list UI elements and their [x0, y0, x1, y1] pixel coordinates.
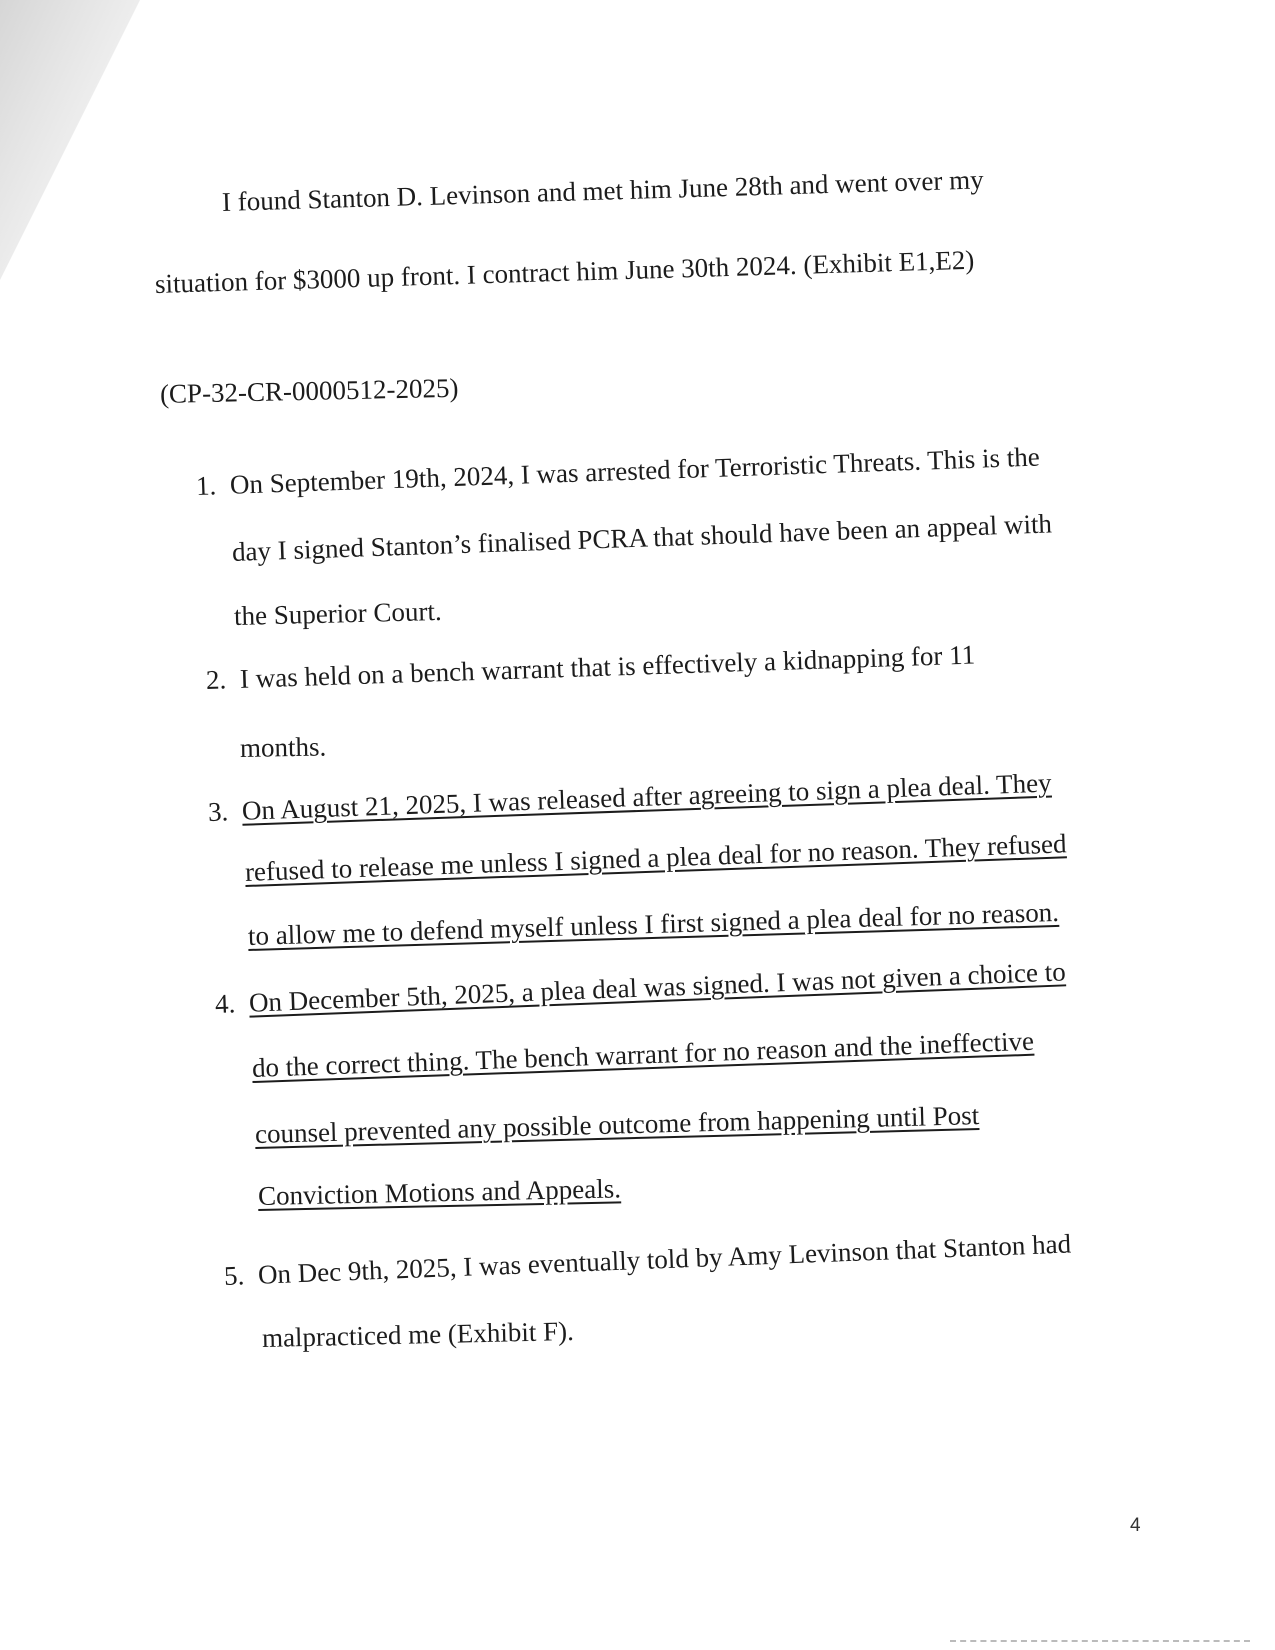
list-item-number: 5.	[223, 1260, 245, 1291]
list-item-5	[223, 1227, 1071, 1292]
list-item-5-line-2: malpracticed me (Exhibit F).	[261, 1315, 575, 1353]
scan-artifact-dashes	[950, 1640, 1250, 1642]
list-item-1-line-3: the Superior Court.	[233, 595, 443, 631]
list-item-number: 2.	[205, 664, 227, 695]
list-item-1	[195, 441, 1040, 502]
list-item-text: On September 19th, 2024, I was arrested for Terroristic Threats. This is the	[229, 441, 1041, 500]
list-item-text: I was held on a bench warrant that is effectively a kidnapping for 11	[239, 639, 976, 694]
list-item-number: 4.	[214, 988, 236, 1019]
list-item-number: 1.	[195, 470, 217, 501]
list-item-4-line-2: do the correct thing. The bench warrant for no reason and the ineffective	[251, 1025, 1035, 1083]
list-item-3-line-2: refused to release me unless I signed a plea deal for no reason. They refused	[244, 828, 1067, 887]
list-item-3	[207, 767, 1052, 828]
intro-line-1: I found Stanton D. Levinson and met him June 28th and went over my	[221, 164, 985, 217]
list-item-4-line-4: Conviction Motions and Appeals.	[257, 1173, 622, 1211]
list-item-text: On August 21, 2025, I was released after agreeing to sign a plea deal. They	[241, 767, 1053, 826]
list-item-text: On Dec 9th, 2025, I was eventually told by Amy Levinson that Stanton had	[257, 1228, 1072, 1290]
list-item-1-line-2: day I signed Stanton’s finalised PCRA that should have been an appeal with	[231, 508, 1053, 567]
list-item-2	[205, 638, 975, 695]
intro-line-2: situation for $3000 up front. I contract him June 30th 2024. (Exhibit E1,E2)	[154, 244, 975, 299]
case-number: (CP-32-CR-0000512-2025)	[159, 372, 459, 409]
list-item-2-line-2: months.	[239, 731, 327, 763]
list-item-3-line-3: to allow me to defend myself unless I first signed a plea deal for no reason.	[247, 896, 1060, 951]
list-item-text: On December 5th, 2025, a plea deal was signed. I was not given a choice to	[248, 956, 1067, 1018]
page-number: 4	[1130, 1515, 1141, 1536]
list-item-4	[214, 955, 1066, 1020]
list-item-number: 3.	[207, 796, 229, 827]
list-item-4-line-3: counsel prevented any possible outcome from happening until Post	[254, 1100, 980, 1149]
